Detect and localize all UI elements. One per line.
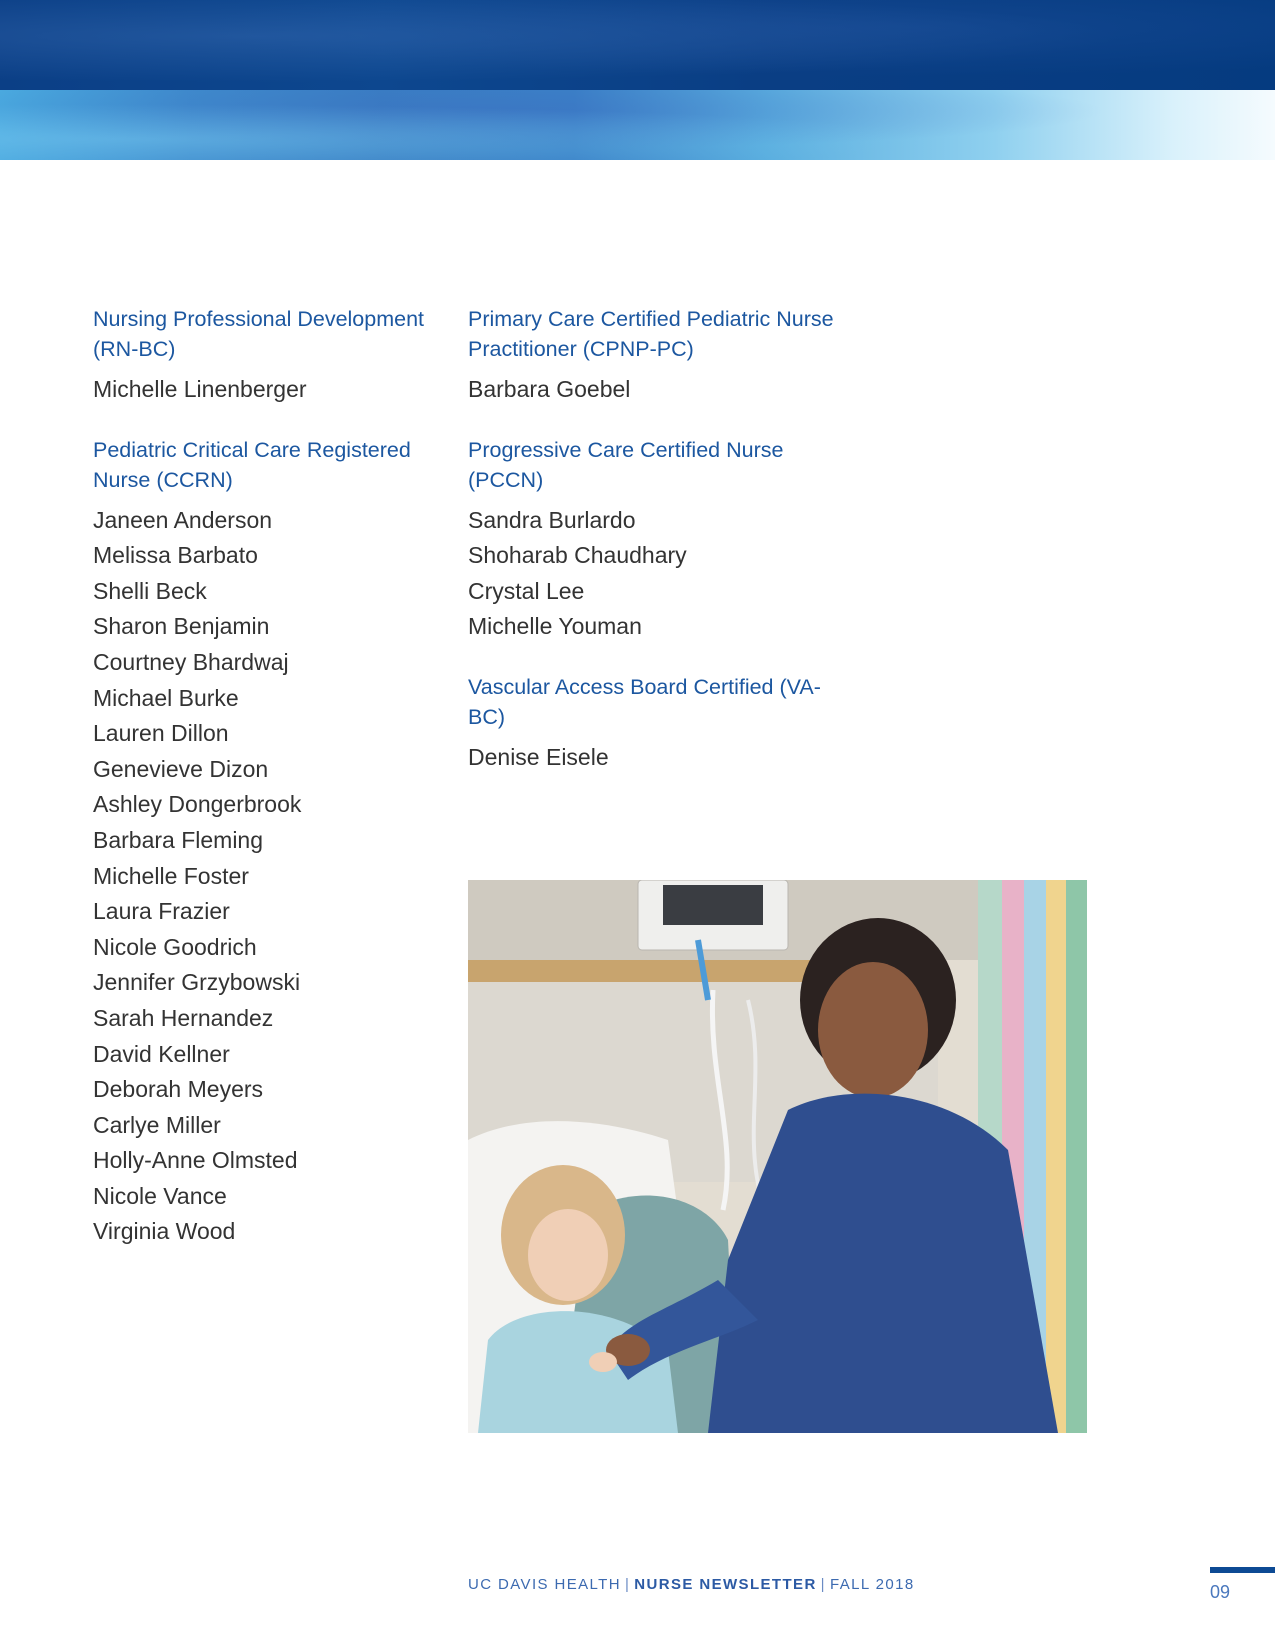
list-item: Barbara Goebel [468,376,631,402]
page-number: 09 [1210,1582,1231,1602]
list-item: Janeen Anderson [93,506,273,533]
footer-issue: FALL 2018 [829,1576,915,1593]
list-item: Nicole Goodrich [93,933,257,960]
banner-watercolor-band [0,90,1275,160]
certification-heading: Vascular Access Board Certified (VA-BC) [468,674,821,729]
list-item: Michelle Youman [468,613,642,640]
page-accent-bar [1210,1567,1275,1573]
name-list [468,503,848,645]
banner-dark-band [0,0,1275,90]
footer-publication [468,1576,915,1593]
list-item: Michael Burke [93,684,239,711]
list-item: Nicole Vance [93,1182,227,1209]
list-item: Ashley Dongerbrook [93,791,302,818]
certification-heading: Pediatric Critical Care Registered Nurse (CCRN) [93,437,411,492]
list-item: Jennifer Grzybowski [93,969,301,996]
list-item: Shoharab Chaudhary [468,542,687,569]
list-item: Melissa Barbato [93,542,258,569]
list-item: Denise Eisele [468,743,609,770]
list-item: Laura Frazier [93,898,230,925]
certification-section [468,304,848,408]
certification-heading: Progressive Care Certified Nurse (PCCN) [468,437,784,492]
name-list [93,372,453,408]
header-banner [0,0,1275,160]
certification-heading: Primary Care Certified Pediatric Nurse Practitioner (CPNP-PC) [468,307,834,361]
certification-section [93,304,453,408]
list-item: Michelle Linenberger [93,376,307,402]
list-item: Lauren Dillon [93,720,229,747]
list-item: Shelli Beck [93,577,207,604]
photo-illustration [468,880,1087,1433]
list-item: Michelle Foster [93,862,249,889]
list-item: Carlye Miller [93,1111,221,1138]
footer-org: UC DAVIS HEALTH [468,1576,621,1593]
certification-section [468,672,848,776]
list-item: David Kellner [93,1040,230,1067]
left-column [93,304,453,1277]
name-list [468,740,848,776]
list-item: Crystal Lee [468,577,585,604]
nurse-patient-photo [468,880,1087,1433]
certification-section [468,435,848,645]
right-column [468,304,848,803]
list-item: Sandra Burlardo [468,506,636,533]
list-item: Virginia Wood [93,1218,236,1245]
list-item: Sharon Benjamin [93,613,270,640]
footer-separator: | [624,1576,631,1593]
list-item: Courtney Bhardwaj [93,648,289,675]
list-item: Sarah Hernandez [93,1004,274,1031]
list-item: Deborah Meyers [93,1076,264,1103]
footer-separator: | [820,1576,826,1593]
name-list [93,503,453,1250]
list-item: Holly-Anne Olmsted [93,1147,298,1174]
certification-section [93,435,453,1250]
name-list [468,372,848,408]
certification-heading: Nursing Professional Development (RN-BC) [93,307,425,361]
footer-publication-title: NURSE NEWSLETTER [634,1576,817,1593]
list-item: Genevieve Dizon [93,755,269,782]
list-item: Barbara Fleming [93,826,264,853]
